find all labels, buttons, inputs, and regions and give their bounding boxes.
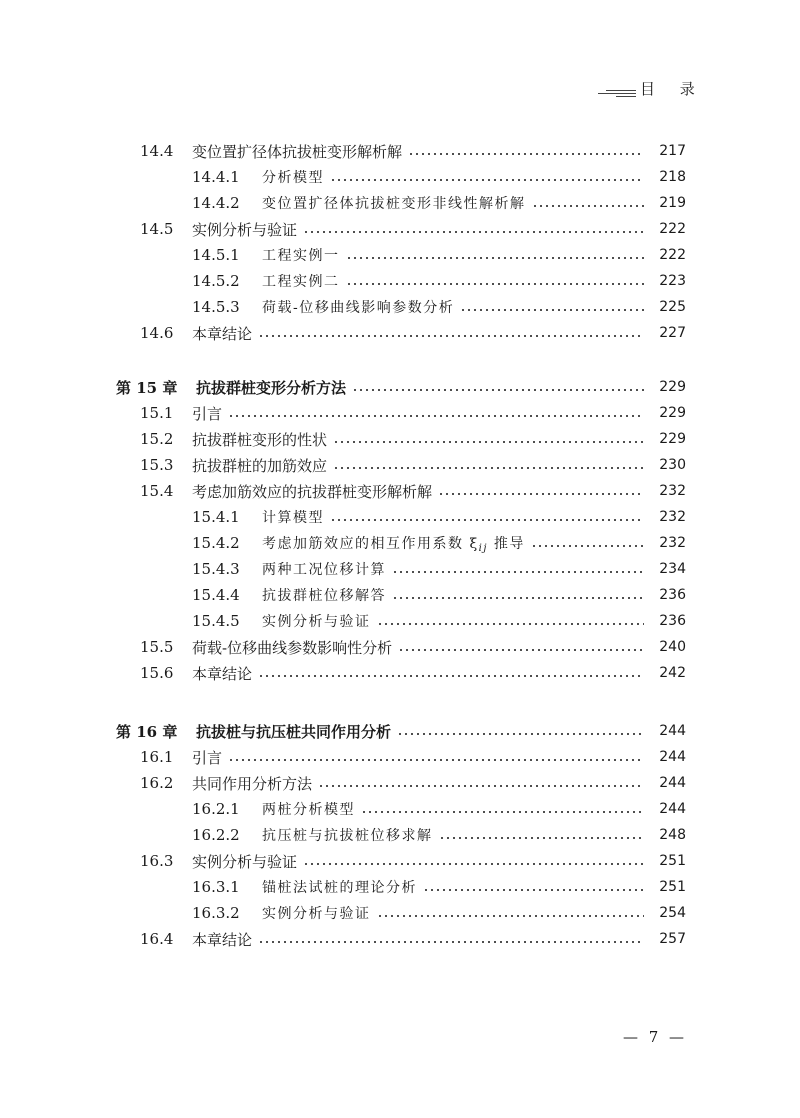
dot-leader bbox=[423, 889, 644, 891]
toc-entry-title-text: 变位置扩径体抗拔桩变形非线性解析解 bbox=[262, 196, 526, 212]
toc-entry-number: 14.4 bbox=[140, 142, 174, 160]
toc-entry-section[interactable] bbox=[0, 138, 800, 164]
dot-leader bbox=[228, 759, 644, 761]
toc-entry-number: 15.5 bbox=[140, 638, 174, 656]
toc-entry-content bbox=[0, 585, 686, 605]
toc-entry-title bbox=[262, 903, 377, 923]
toc-entry-title bbox=[262, 297, 460, 317]
toc-entry-title-text: 引言 bbox=[192, 748, 223, 767]
dot-leader bbox=[303, 231, 644, 233]
toc-entry-page: 244 bbox=[659, 801, 686, 817]
toc-entry-page: 251 bbox=[659, 853, 686, 869]
toc-entry-number: 15.4.3 bbox=[192, 560, 240, 578]
toc-entry-page: 236 bbox=[659, 587, 686, 603]
toc-entry-page: 232 bbox=[659, 535, 686, 551]
toc-entry-content bbox=[0, 219, 686, 240]
toc-entry-section[interactable] bbox=[0, 926, 800, 952]
toc-entry-sub[interactable] bbox=[0, 556, 800, 582]
toc-entry-title-text: 荷载-位移曲线影响参数分析 bbox=[262, 300, 455, 316]
toc-entry-number: 16.2.1 bbox=[192, 800, 240, 818]
toc-entry-title bbox=[192, 747, 228, 768]
dot-leader bbox=[228, 415, 644, 417]
toc-entry-page: 219 bbox=[659, 195, 686, 211]
toc-entry-title-text: 荷载-位移曲线参数影响性分析 bbox=[192, 638, 393, 657]
dot-leader bbox=[377, 623, 645, 625]
toc-entry-title-text: 抗拔群桩变形分析方法 bbox=[196, 378, 347, 397]
dot-leader bbox=[532, 205, 645, 207]
toc-entry-sub[interactable] bbox=[0, 822, 800, 848]
toc-entry-section[interactable] bbox=[0, 216, 800, 242]
toc-entry-title bbox=[262, 559, 392, 579]
dot-leader bbox=[352, 389, 644, 391]
dot-leader bbox=[408, 153, 644, 155]
dot-leader bbox=[392, 571, 644, 573]
toc-entry-title bbox=[192, 663, 258, 684]
toc-entry-title-text: 两种工况位移计算 bbox=[262, 562, 386, 578]
toc-entry-page: 223 bbox=[659, 273, 686, 289]
toc-entry-title bbox=[262, 611, 377, 631]
toc-entry-page: 236 bbox=[659, 613, 686, 629]
toc-entry-content bbox=[0, 167, 686, 187]
toc-entry-title bbox=[196, 721, 397, 742]
toc-entry-title bbox=[262, 507, 330, 527]
toc-entry-content bbox=[0, 455, 686, 476]
toc-entry-sub[interactable] bbox=[0, 582, 800, 608]
dot-leader bbox=[318, 785, 644, 787]
dot-leader bbox=[398, 649, 644, 651]
toc-entry-title bbox=[262, 245, 346, 265]
toc-entry-content bbox=[0, 297, 686, 317]
toc-entry-sub[interactable] bbox=[0, 190, 800, 216]
dot-leader bbox=[392, 597, 644, 599]
toc-entry-number: 第 16 章 bbox=[116, 722, 178, 741]
toc-entry-page: 222 bbox=[659, 221, 686, 237]
toc-entry-section[interactable] bbox=[0, 744, 800, 770]
toc-entry-number: 16.3.2 bbox=[192, 904, 240, 922]
toc-entry-title-text: 实例分析与验证 bbox=[262, 614, 371, 630]
toc-entry-title-text: 变位置扩径体抗拔桩变形解析解 bbox=[192, 142, 403, 161]
toc-entry-number: 15.2 bbox=[140, 430, 174, 448]
toc-entry-number: 16.4 bbox=[140, 930, 174, 948]
toc-entry-page: 229 bbox=[659, 431, 686, 447]
toc-entry-section[interactable] bbox=[0, 320, 800, 346]
toc-entry-page: 248 bbox=[659, 827, 686, 843]
dot-leader bbox=[439, 837, 645, 839]
toc-entry-content bbox=[0, 747, 686, 768]
toc-entry-number: 14.5.3 bbox=[192, 298, 240, 316]
toc-entry-title-text: 引言 bbox=[192, 404, 223, 423]
toc-entry-title bbox=[192, 851, 303, 872]
toc-entry-content bbox=[0, 877, 686, 897]
toc-entry-number: 14.5.1 bbox=[192, 246, 240, 264]
toc-entry-title-text: 抗压桩与抗拔桩位移求解 bbox=[262, 828, 433, 844]
toc-entry-title bbox=[262, 193, 532, 213]
toc-entry-title bbox=[192, 773, 318, 794]
toc-entry-content bbox=[0, 929, 686, 950]
toc-entry-content bbox=[0, 533, 686, 554]
toc-entry-page: 229 bbox=[659, 379, 686, 395]
toc-entry-title-text: 考虑加筋效应的相互作用系数 ξ bbox=[262, 535, 479, 552]
toc-entry-number: 14.4.1 bbox=[192, 168, 240, 186]
toc-entry-sub[interactable] bbox=[0, 268, 800, 294]
toc-entry-content bbox=[0, 507, 686, 527]
toc-entry-title bbox=[262, 533, 531, 554]
toc-entry-page: 251 bbox=[659, 879, 686, 895]
toc-entry-title-text: 锚桩法试桩的理论分析 bbox=[262, 880, 417, 896]
toc-entry-number: 16.3 bbox=[140, 852, 174, 870]
toc-entry-page: 218 bbox=[659, 169, 686, 185]
header-ornament-line bbox=[606, 90, 636, 91]
toc-entry-title bbox=[262, 877, 423, 897]
dot-leader bbox=[460, 309, 644, 311]
toc-entry-title bbox=[196, 377, 352, 398]
toc-entry-sub[interactable] bbox=[0, 242, 800, 268]
dot-leader bbox=[258, 335, 644, 337]
toc-entry-title-text: 抗拔群桩的加筋效应 bbox=[192, 456, 328, 475]
toc-entry-page: 242 bbox=[659, 665, 686, 681]
toc-entry-title-text: 本章结论 bbox=[192, 930, 253, 949]
toc-entry-number: 15.6 bbox=[140, 664, 174, 682]
toc-entry-title-text: 实例分析与验证 bbox=[262, 906, 371, 922]
toc-entry-title bbox=[192, 429, 333, 450]
toc-entry-page: 227 bbox=[659, 325, 686, 341]
toc-entry-number: 15.4.5 bbox=[192, 612, 240, 630]
toc-entry-number: 16.2.2 bbox=[192, 826, 240, 844]
toc-entry-title bbox=[262, 585, 392, 605]
toc-entry-title bbox=[192, 323, 258, 344]
toc-entry-title bbox=[262, 799, 361, 819]
toc-entry-title-text: 实例分析与验证 bbox=[192, 220, 298, 239]
toc-entry-content bbox=[0, 611, 686, 631]
toc-entry-number: 14.4.2 bbox=[192, 194, 240, 212]
toc-entry-number: 16.2 bbox=[140, 774, 174, 792]
toc-entry-title-text: 本章结论 bbox=[192, 664, 253, 683]
toc-entry-page: 244 bbox=[659, 723, 686, 739]
dot-leader bbox=[438, 493, 644, 495]
toc-entry-content bbox=[0, 851, 686, 872]
toc-entry-title-text: 考虑加筋效应的抗拔群桩变形解析解 bbox=[192, 482, 433, 501]
toc-entry-title bbox=[192, 403, 228, 424]
toc-entry-sub[interactable] bbox=[0, 900, 800, 926]
toc-entry-content bbox=[0, 245, 686, 265]
toc-entry-content bbox=[0, 825, 686, 845]
toc-entry-section[interactable] bbox=[0, 426, 800, 452]
toc-entry-title bbox=[192, 219, 303, 240]
toc-entry-title bbox=[192, 455, 333, 476]
toc-entry-content bbox=[0, 481, 686, 502]
toc-entry-title-text: 抗拔桩与抗压桩共同作用分析 bbox=[196, 722, 392, 741]
running-head-title: 目 录 bbox=[640, 80, 705, 98]
toc-entry-page: 244 bbox=[659, 775, 686, 791]
dot-leader bbox=[333, 441, 644, 443]
toc-entry-number: 15.4.1 bbox=[192, 508, 240, 526]
toc-entry-title bbox=[192, 929, 258, 950]
toc-entry-title-text: 共同作用分析方法 bbox=[192, 774, 313, 793]
toc-entry-title-subscript: ij bbox=[478, 542, 488, 554]
toc-entry-content bbox=[0, 559, 686, 579]
toc-entry-content bbox=[0, 799, 686, 819]
running-head bbox=[596, 78, 705, 102]
dot-leader bbox=[377, 915, 645, 917]
toc-entry-page: 244 bbox=[659, 749, 686, 765]
toc-entry-content bbox=[0, 663, 686, 684]
toc-entry-page: 225 bbox=[659, 299, 686, 315]
toc-entry-title-suffix: 推导 bbox=[487, 535, 525, 552]
toc-entry-section[interactable] bbox=[0, 634, 800, 660]
toc-entry-title-text: 分析模型 bbox=[262, 170, 324, 186]
toc-entry-sub[interactable] bbox=[0, 608, 800, 634]
toc-entry-chapter[interactable] bbox=[0, 718, 800, 744]
toc-entry-title bbox=[192, 637, 398, 658]
toc-entry-title-text: 计算模型 bbox=[262, 510, 324, 526]
toc-entry-content bbox=[0, 721, 686, 742]
toc-entry-section[interactable] bbox=[0, 478, 800, 504]
toc-entry-title-text: 工程实例二 bbox=[262, 274, 340, 290]
toc-entry-title bbox=[192, 141, 408, 162]
toc-entry-title bbox=[262, 271, 346, 291]
toc-entry-content bbox=[0, 903, 686, 923]
toc-entry-page: 254 bbox=[659, 905, 686, 921]
toc-entry-page: 240 bbox=[659, 639, 686, 655]
toc-entry-sub[interactable] bbox=[0, 294, 800, 320]
toc-entry-chapter[interactable] bbox=[0, 374, 800, 400]
toc-entry-number: 15.1 bbox=[140, 404, 174, 422]
dot-leader bbox=[303, 863, 644, 865]
toc-entry-title-text: 实例分析与验证 bbox=[192, 852, 298, 871]
dot-leader bbox=[361, 811, 644, 813]
toc-entry-section[interactable] bbox=[0, 400, 800, 426]
toc-entry-number: 第 15 章 bbox=[116, 378, 178, 397]
toc-entry-sub[interactable] bbox=[0, 164, 800, 190]
toc-entry-page: 217 bbox=[659, 143, 686, 159]
toc-entry-content bbox=[0, 193, 686, 213]
dot-leader bbox=[397, 733, 644, 735]
toc-entry-page: 222 bbox=[659, 247, 686, 263]
toc-entry-number: 15.3 bbox=[140, 456, 174, 474]
toc-entry-section[interactable] bbox=[0, 660, 800, 686]
toc-entry-number: 15.4 bbox=[140, 482, 174, 500]
toc-entry-page: 232 bbox=[659, 483, 686, 499]
dot-leader bbox=[333, 467, 644, 469]
toc-entry-title bbox=[262, 825, 439, 845]
toc-entry-number: 15.4.4 bbox=[192, 586, 240, 604]
toc-entry-section[interactable] bbox=[0, 848, 800, 874]
toc-entry-sub[interactable] bbox=[0, 796, 800, 822]
toc-entry-page: 229 bbox=[659, 405, 686, 421]
toc-entry-number: 14.5 bbox=[140, 220, 174, 238]
toc-entry-number: 16.1 bbox=[140, 748, 174, 766]
dot-leader bbox=[258, 675, 644, 677]
toc-entry-title bbox=[262, 167, 330, 187]
toc-entry-page: 232 bbox=[659, 509, 686, 525]
toc-entry-content bbox=[0, 141, 686, 162]
toc-entry-title-text: 抗拔群桩位移解答 bbox=[262, 588, 386, 604]
toc-entry-content bbox=[0, 403, 686, 424]
toc-entry-number: 15.4.2 bbox=[192, 534, 240, 552]
toc-entry-content bbox=[0, 271, 686, 291]
header-ornament-line bbox=[598, 93, 636, 94]
toc-entry-title-text: 抗拔群桩变形的性状 bbox=[192, 430, 328, 449]
toc-entry-title-text: 工程实例一 bbox=[262, 248, 340, 264]
toc-entry-content bbox=[0, 429, 686, 450]
toc-entry-sub[interactable] bbox=[0, 530, 800, 556]
toc-entry-page: 257 bbox=[659, 931, 686, 947]
page-number: — 7 — bbox=[622, 1028, 688, 1046]
toc-entry-page: 234 bbox=[659, 561, 686, 577]
dot-leader bbox=[330, 179, 644, 181]
toc-entry-content bbox=[0, 637, 686, 658]
toc-entry-number: 16.3.1 bbox=[192, 878, 240, 896]
toc-entry-section[interactable] bbox=[0, 452, 800, 478]
toc-entry-title-text: 本章结论 bbox=[192, 324, 253, 343]
toc-entry-sub[interactable] bbox=[0, 874, 800, 900]
dot-leader bbox=[346, 257, 645, 259]
toc-entry-content bbox=[0, 773, 686, 794]
toc-entry-content bbox=[0, 323, 686, 344]
toc-entry-title bbox=[192, 481, 438, 502]
toc-entry-sub[interactable] bbox=[0, 504, 800, 530]
toc-entry-content bbox=[0, 377, 686, 398]
dot-leader bbox=[330, 519, 644, 521]
dot-leader bbox=[531, 545, 644, 547]
toc-entry-page: 230 bbox=[659, 457, 686, 473]
dot-leader bbox=[346, 283, 645, 285]
toc-entry-title-text: 两桩分析模型 bbox=[262, 802, 355, 818]
dot-leader bbox=[258, 941, 644, 943]
header-ornament-line bbox=[616, 96, 636, 97]
toc-entry-number: 14.6 bbox=[140, 324, 174, 342]
toc-entry-number: 14.5.2 bbox=[192, 272, 240, 290]
toc-entry-section[interactable] bbox=[0, 770, 800, 796]
